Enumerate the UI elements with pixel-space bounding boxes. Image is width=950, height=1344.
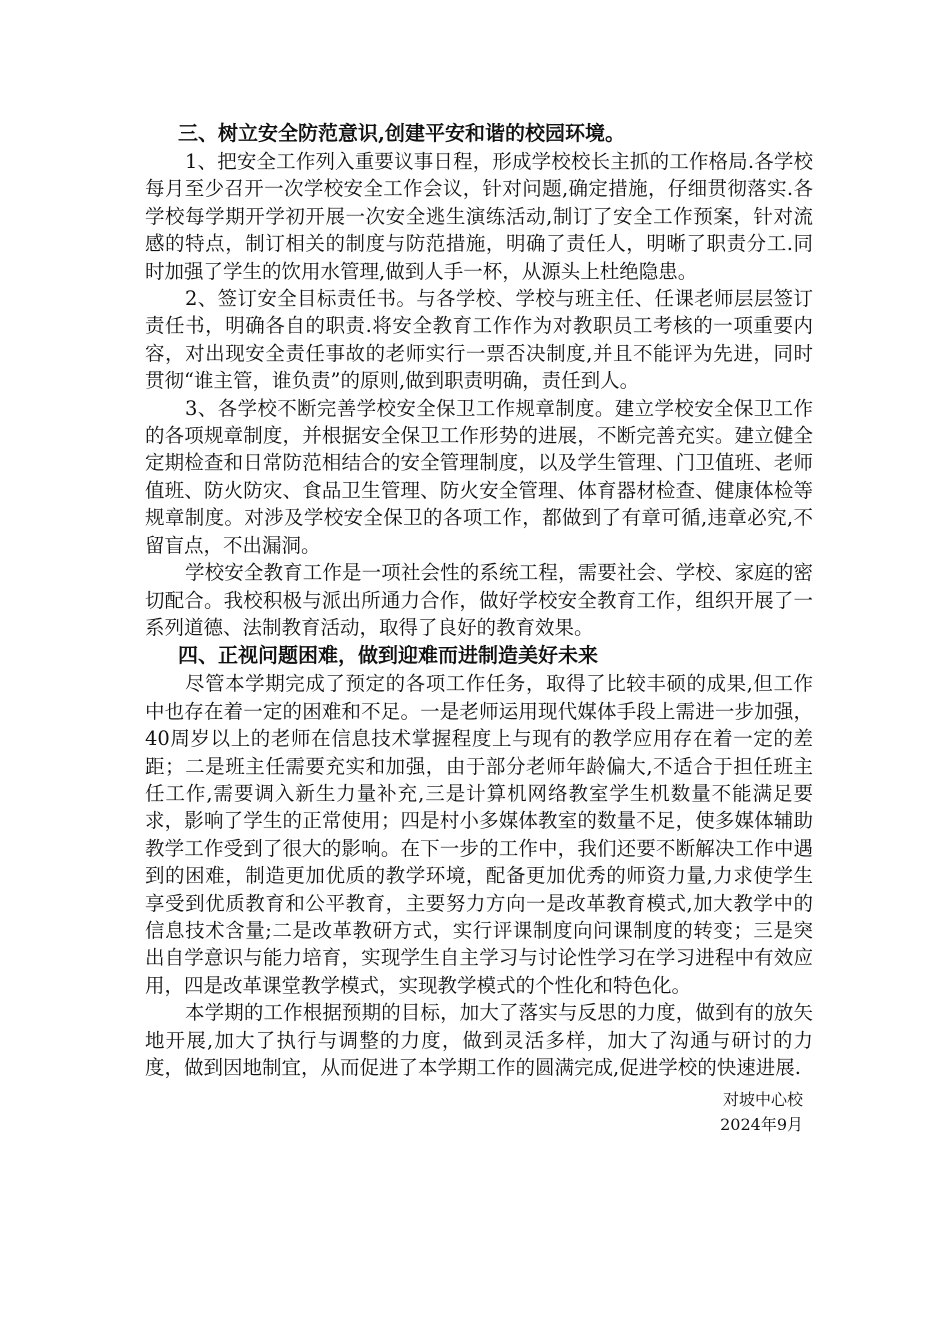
section-3-paragraph-1: 1、把安全工作列入重要议事日程，形成学校校长主抓的工作格局.各学校每月至少召开一次学校安全工作会议，针对问题,确定措施，仔细贯彻落实.各学校每学期开学初开展一次安全逃生演练活动,制订了安全工作预案，针对流感的特点，制订相关的制度与防范措施，明确了责任人，明晰了职责分工.同时加强了学生的饮用水管理,做到人手一杯，从源头上杜绝隐患。 [145, 150, 813, 283]
section-4-heading: 四、正视问题困难，做到迎难而进制造美好未来 [178, 643, 598, 668]
section-3-paragraph-3: 3、各学校不断完善学校安全保卫工作规章制度。建立学校安全保卫工作的各项规章制度，并根据安全保卫工作形势的进展，不断完善充实。建立健全定期检查和日常防范相结合的安全管理制度，以及学生管理、门卫值班、老师值班、防火防灾、食品卫生管理、防火安全管理、体育器材检查、健康体检等规章制度。对涉及学校安全保卫的各项工作，都做到了有章可循,违章必究,不留盲点，不出漏洞。 [145, 396, 813, 557]
section-4-paragraph-2: 本学期的工作根据预期的目标，加大了落实与反思的力度，做到有的放矢地开展,加大了执行与调整的力度，做到灵活多样，加大了沟通与研讨的力度，做到因地制宜，从而促进了本学期工作的圆满完成,促进学校的快速进展. [145, 1001, 813, 1079]
section-3-paragraph-4: 学校安全教育工作是一项社会性的系统工程，需要社会、学校、家庭的密切配合。我校积极与派出所通力合作，做好学校安全教育工作，组织开展了一系列道德、法制教育活动，取得了良好的教育效果。 [145, 561, 813, 639]
section-4-paragraph-1: 尽管本学期完成了预定的各项工作任务，取得了比较丰硕的成果,但工作中也存在着一定的困难和不足。一是老师运用现代媒体手段上需进一步加强，40周岁以上的老师在信息技术掌握程度上与现有的教学应用存在着一定的差距；二是班主任需要充实和加强，由于部分老师年龄偏大,不适合于担任班主任工作,需要调入新生力量补充,三是计算机网络教室学生机数量不能满足要求，影响了学生的正常使用；四是村小多媒体教室的数量不足，使多媒体辅助教学工作受到了很大的影响。在下一步的工作中，我们还要不断解决工作中遇到的困难，制造更加优质的教学环境，配备更加优秀的师资力量,力求使学生享受到优质教育和公平教育，主要努力方向一是改革教育模式,加大教学中的信息技术含量;二是改革教研方式，实行评课制度向问课制度的转变；三是突出自学意识与能力培育，实现学生自主学习与讨论性学习在学习进程中有效应用，四是改革课堂教学模式，实现教学模式的个性化和特色化。 [145, 672, 813, 997]
document-page [145, 119, 813, 1137]
signature-block [145, 1087, 813, 1137]
section-3-heading: 三、树立安全防范意识,创建平安和谐的校园环境。 [178, 121, 625, 145]
section-3-paragraph-2: 2、签订安全目标责任书。与各学校、学校与班主任、任课老师层层签订责任书，明确各自的职责.将安全教育工作作为对教职员工考核的一项重要内容，对出现安全责任事故的老师实行一票否决制度,并且不能评为先进，同时贯彻“谁主管，谁负责”的原则,做到职责明确，责任到人。 [145, 287, 813, 393]
signature-date: 2024年9月 [720, 1115, 803, 1135]
signature-organization: 对坡中心校 [722, 1090, 803, 1110]
